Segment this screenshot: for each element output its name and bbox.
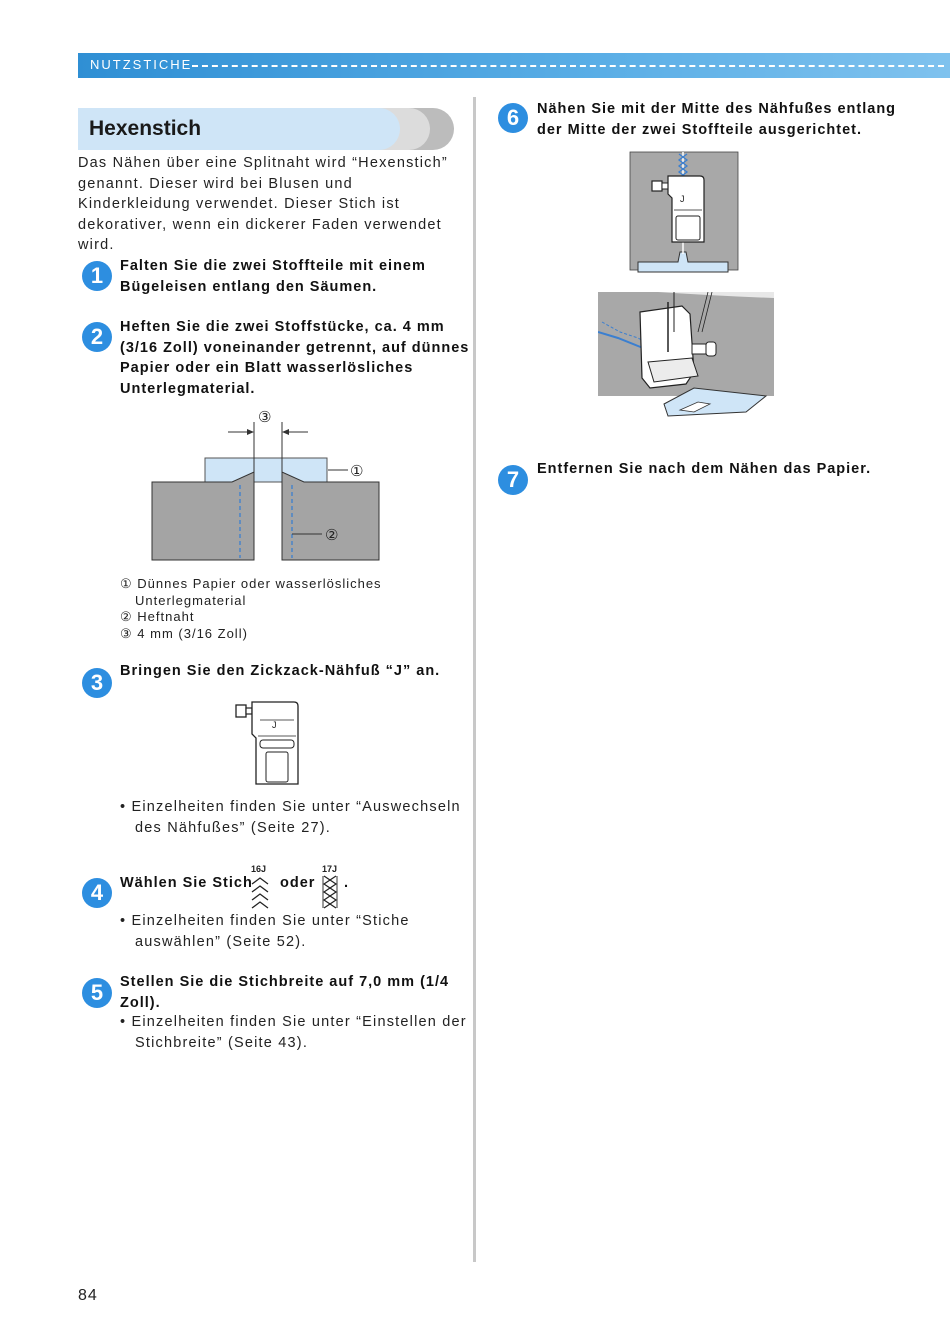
step-7-text: Entfernen Sie nach dem Nähen das Papier. [537, 461, 872, 477]
step-4-text-a: Wählen Sie Stich [120, 875, 253, 891]
section-label: NUTZSTICHE [90, 57, 193, 72]
paper-sheet [205, 458, 327, 482]
step-1-line-1: Falten Sie die zwei Stoffteile mit einem [120, 258, 426, 274]
step-5-text [120, 972, 449, 1013]
step-4-note [120, 911, 410, 952]
step-1-line-2: Bügeleisen entlang den Säumen. [120, 278, 378, 295]
legend-item-3: ③ 4 mm (3/16 Zoll) [120, 625, 248, 641]
step-3-text: Bringen Sie den Zickzack-Nähfuß “J” an. [120, 663, 441, 679]
page-number: 84 [78, 1287, 98, 1304]
callout-2: ② [325, 526, 339, 544]
callout-1: ① [350, 462, 364, 480]
intro-paragraph: Das Nähen über eine Splitnaht wird “Hexenstich” genannt. Dieser wird bei Blusen und Kinderkleidung verwendet. Dieser Stich ist dekorativer, wenn ein dickerer Faden verwendet wird. [78, 155, 448, 253]
legend-item-1: ① Dünnes Papier oder wasserlösliches [120, 576, 382, 591]
dim-arrowhead-left [247, 429, 254, 435]
step-number-4: 4 [82, 878, 112, 908]
figure-legend [120, 576, 382, 642]
step-2-line-3: Papier oder ein Blatt wasserlösliches [120, 360, 414, 376]
step-number-3: 3 [82, 668, 112, 698]
step-4-note-line-1: • Einzelheiten finden Sie unter “Stiche [120, 913, 410, 929]
step-5-note [120, 1012, 467, 1053]
stitch-code-17j: 17J [322, 864, 338, 874]
column-divider [473, 97, 476, 1262]
step-number-1: 1 [82, 261, 112, 291]
step-4-note-line-2: auswählen” (Seite 52). [135, 933, 307, 950]
step-number-6: 6 [498, 103, 528, 133]
svg-text:J: J [272, 720, 277, 730]
step-2-line-4: Unterlegmaterial. [120, 380, 256, 397]
step-3-note [120, 797, 461, 838]
presser-foot-j-icon [234, 698, 302, 788]
header-dashes [192, 65, 944, 67]
legend-item-2: ② Heftnaht [120, 609, 195, 624]
step-5-line-2: Zoll). [120, 994, 161, 1011]
stitch-17j-icon [320, 874, 340, 910]
step-3-note-line-2: des Nähfußes” (Seite 27). [135, 819, 332, 836]
stitch-code-16j: 16J [251, 864, 267, 874]
step-4-text-b: oder [280, 875, 316, 891]
step-3-note-line-1: • Einzelheiten finden Sie unter “Auswechseln [120, 799, 461, 815]
step-2-text [120, 317, 469, 399]
step-5-note-line-1: • Einzelheiten finden Sie unter “Einstellen der [120, 1014, 467, 1030]
step-1-text [120, 256, 426, 297]
foot-alignment-figure [628, 150, 740, 276]
svg-text:J: J [680, 194, 685, 204]
basting-diagram [150, 400, 390, 562]
callout-3: ③ [258, 408, 272, 426]
step-number-7: 7 [498, 465, 528, 495]
step-2-line-2: (3/16 Zoll) voneinander getrennt, auf dünnes [120, 339, 470, 356]
step-6-line-2: der Mitte der zwei Stoffteile ausgerichtet. [537, 121, 862, 138]
step-number-2: 2 [82, 322, 112, 352]
step-5-line-1: Stellen Sie die Stichbreite auf 7,0 mm (1/4 [120, 974, 450, 990]
step-number-5: 5 [82, 978, 112, 1008]
machine-sewing-figure [598, 292, 774, 418]
step-6-line-1: Nähen Sie mit der Mitte des Nähfußes entlang [537, 101, 897, 117]
legend-item-1-cont: Unterlegmaterial [135, 592, 247, 608]
step-4-text-c: . [344, 875, 350, 891]
step-2-line-1: Heften Sie die zwei Stoffstücke, ca. 4 mm [120, 319, 445, 335]
page-title: Hexenstich [89, 117, 202, 140]
step-6-text [537, 99, 896, 140]
dim-arrowhead-right [282, 429, 289, 435]
step-5-note-line-2: Stichbreite” (Seite 43). [135, 1034, 309, 1051]
fabric-left [152, 472, 254, 560]
fabric-right [282, 472, 379, 560]
stitch-16j-icon [248, 874, 272, 910]
